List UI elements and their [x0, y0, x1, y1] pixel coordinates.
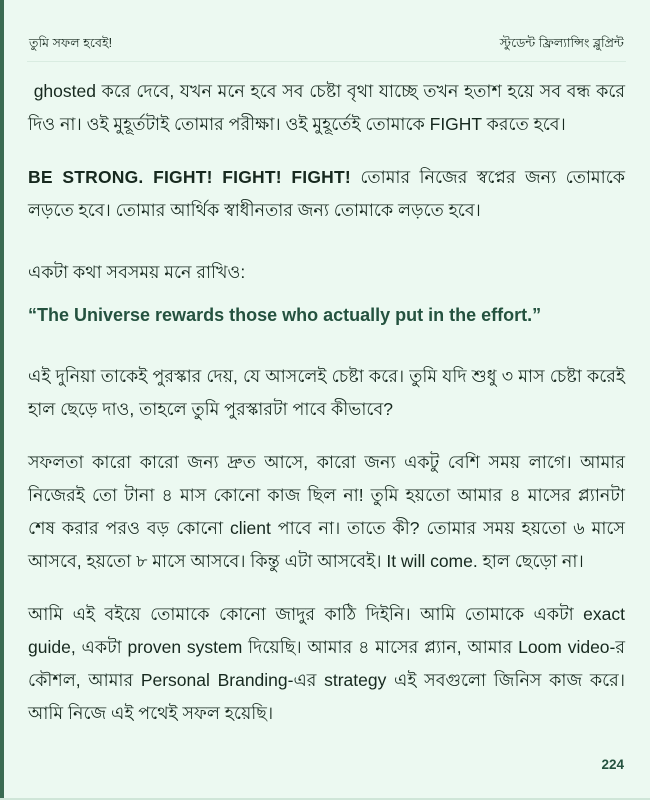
paragraph-be-strong-lead: BE STRONG. FIGHT! FIGHT! FIGHT!: [28, 167, 351, 187]
paragraph-patience: সফলতা কারো কারো জন্য দ্রুত আসে, কারো জন্য একটু বেশি সময় লাগে। আমার নিজেরই তো টানা ৪ মাস কোনো কাজ ছিল না! তুমি হয়তো আমার ৪ মাসের প্ল্যানটা শেষ করার পরও বড় কোনো client পাবে না। তাতে কী? তোমার সময় হয়তো ৬ মাসে আসবে, হয়তো ৮ মাসে আসবে। কিন্তু এটা আসবেই। It will come. হাল ছেড়ো না।: [28, 452, 625, 571]
book-page: [4, 0, 650, 800]
header-right-title: স্টুডেন্ট ফ্রিল্যান্সিং ব্লুপ্রিন্ট: [499, 36, 624, 50]
universe-quote: “The Universe rewards those who actually put in the effort.”: [28, 305, 542, 325]
page-content: [4, 75, 650, 730]
paragraph-ghosted: ghosted করে দেবে, যখন মনে হবে সব চেষ্টা বৃথা যাচ্ছে তখন হতাশ হয়ে সব বন্ধ করে দিও না। ওই মুহূর্তটাই তোমার পরীক্ষা। ওই মুহূর্তেই তোমাকে FIGHT করতে হবে।: [28, 81, 630, 134]
reminder-heading: একটা কথা সবসময় মনে রাখিও:: [28, 262, 246, 282]
paragraph-reward: এই দুনিয়া তাকেই পুরস্কার দেয়, যে আসলেই চেষ্টা করে। তুমি যদি শুধু ৩ মাস চেষ্টা করেই হাল ছেড়ে দাও, তাহলে তুমি পুরস্কারটা পাবে কীভাবে?: [28, 366, 625, 419]
paragraph-be-strong-rest: তোমার নিজের স্বপ্নের জন্য তোমাকে লড়তে হবে। তোমার আর্থিক স্বাধীনতার জন্য তোমাকে লড়তে হবে।: [28, 167, 625, 220]
header-left-title: তুমি সফল হবেই!: [29, 36, 113, 50]
header-divider: [27, 61, 626, 62]
page-header: [4, 0, 650, 55]
paragraph-system: আমি এই বইয়ে তোমাকে কোনো জাদুর কাঠি দিইনি। আমি তোমাকে একটা exact guide, একটা proven system দিয়েছি। আমার ৪ মাসের প্ল্যান, আমার Loom video-র কৌশল, আমার Personal Branding-এর strategy এই সবগুলো জিনিস কাজ করে। আমি নিজে এই পথেই সফল হয়েছি।: [28, 604, 625, 723]
paragraph-be-strong: [28, 161, 625, 227]
page-number: 224: [601, 757, 624, 772]
